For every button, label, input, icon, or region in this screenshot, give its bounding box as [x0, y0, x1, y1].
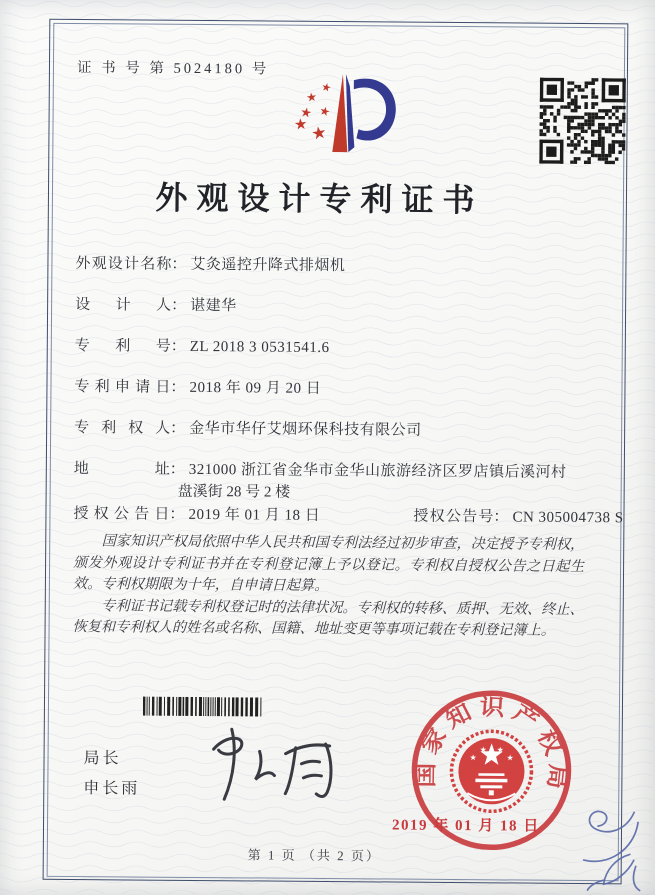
field-label: 专利权人 — [74, 420, 171, 437]
field-colon: ： — [171, 256, 187, 273]
field-patent-no — [75, 334, 330, 357]
field-grant-no — [413, 505, 623, 528]
field-grant-row — [73, 502, 624, 527]
svg-text:★: ★ — [293, 114, 309, 134]
field-label: 专利申请日 — [74, 379, 171, 396]
field-value: CN 305004738 S — [512, 509, 624, 527]
signatory-title: 局长 — [83, 750, 122, 768]
barcode — [143, 697, 263, 718]
svg-text:★: ★ — [496, 745, 504, 755]
field-colon: ： — [171, 297, 187, 314]
page-number: 第 1 页 （共 2 页） — [247, 847, 381, 864]
field-address-line2: 盘溪街 28 号 2 楼 — [177, 483, 291, 501]
field-value: ZL 2018 3 0531541.6 — [189, 338, 330, 357]
field-designer — [75, 293, 237, 315]
certificate-number: 证 书 号 第 5024180 号 — [76, 60, 270, 78]
svg-text:★: ★ — [479, 745, 487, 755]
field-label: 地址 — [73, 461, 170, 478]
svg-text:★: ★ — [298, 104, 314, 122]
field-value: 艾灸遥控升降式排烟机 — [190, 256, 346, 275]
legal-paragraph-1: 国家知识产权局依照中华人民共和国专利法经过初步审查，决定授予专利权，颁发外观设计专利证书并在专利登记簿上予以登记。专利权自授权公告之日起生效。专利权期限为十年，自申请日起算。 — [72, 533, 585, 595]
svg-text:★: ★ — [309, 122, 329, 145]
svg-text:★: ★ — [320, 80, 333, 95]
svg-text:★: ★ — [317, 103, 332, 120]
field-filing-date — [74, 375, 321, 398]
seal-ring-text: 国家知识产权局 — [413, 694, 571, 795]
certificate-title: 外观设计专利证书 — [155, 179, 484, 219]
seal-date: 2019 年 01 月 18 日 — [391, 817, 540, 835]
field-label: 外观设计名称 — [75, 256, 172, 273]
field-colon: ： — [169, 461, 185, 478]
field-label: 专利号 — [74, 338, 171, 355]
field-value: 2018 年 09 月 20 日 — [189, 379, 322, 397]
field-design-name — [75, 252, 345, 275]
svg-text:★: ★ — [469, 753, 477, 763]
field-value: 金华市华仔艾烟环保科技有限公司 — [189, 420, 422, 439]
cnipa-logo-icon — [274, 70, 423, 165]
field-address — [74, 457, 567, 482]
legal-paragraphs — [72, 531, 584, 643]
field-label: 授权公告号 — [413, 508, 494, 526]
field-patentee — [74, 416, 422, 440]
director-signature — [189, 723, 350, 808]
field-value: 2019 年 01 月 18 日 — [188, 506, 321, 524]
field-colon: ： — [170, 338, 186, 355]
field-value: 321000 浙江省金华市金华山旅游经济区罗店镇后溪河村 — [188, 461, 567, 481]
field-value: 谌建华 — [190, 297, 237, 315]
field-colon: ： — [170, 420, 186, 437]
field-label: 授权公告日 — [73, 506, 170, 523]
national-emblem-icon — [451, 731, 532, 812]
signatory-name: 申长雨 — [83, 780, 141, 798]
legal-paragraph-2: 专利证书记载专利权登记时的法律状况。专利权的转移、质押、无效、终止、恢复和专利权人的姓名或名称、国籍、地址变更等事项记载在专利登记簿上。 — [72, 598, 584, 640]
field-label: 设计人 — [75, 297, 172, 314]
svg-text:★: ★ — [506, 753, 514, 763]
qr-code — [539, 78, 626, 165]
svg-text:★: ★ — [305, 89, 318, 105]
field-colon: ： — [170, 379, 186, 396]
field-colon: ： — [493, 509, 509, 526]
signatory-block — [83, 744, 140, 804]
field-colon: ： — [169, 506, 185, 523]
